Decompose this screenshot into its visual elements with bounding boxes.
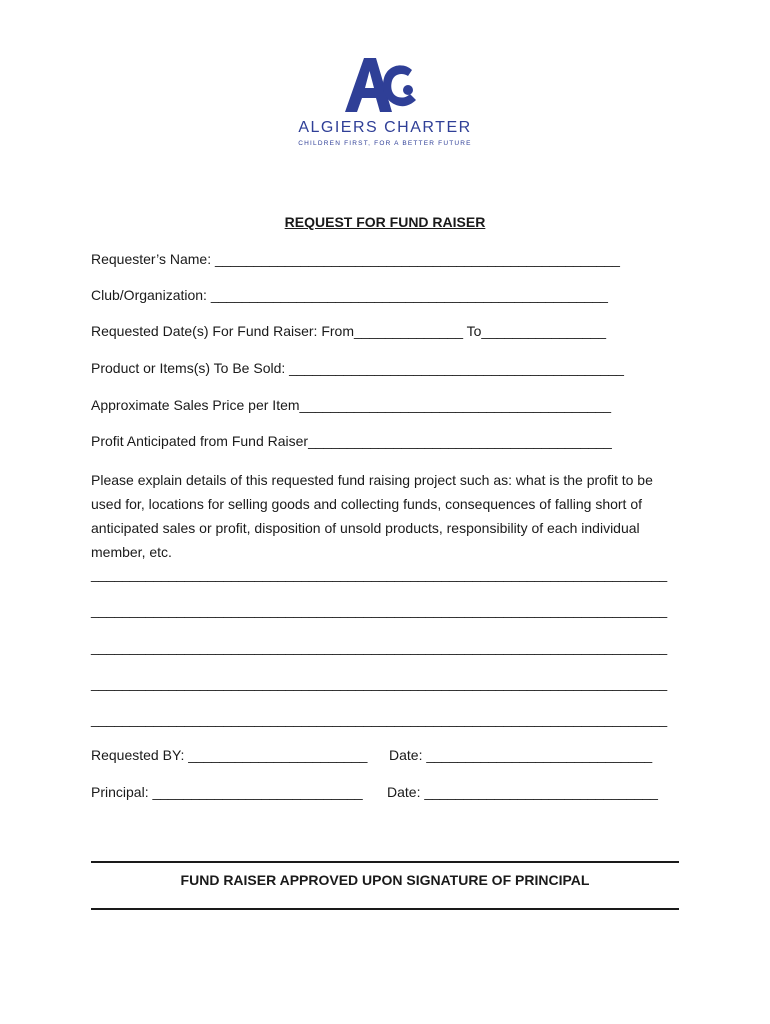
requested-by-field: Requested BY: _______________________ bbox=[91, 747, 368, 763]
product-items-field: Product or Items(s) To Be Sold: ___________________________________________ bbox=[91, 360, 624, 376]
requester-name-field: Requester’s Name: ____________________________________________________ bbox=[91, 251, 620, 267]
explanation-line-2: __________________________________________________________________________ bbox=[91, 602, 668, 618]
principal-date-field: Date: ______________________________ bbox=[387, 784, 658, 800]
explanation-line-5: __________________________________________________________________________ bbox=[91, 711, 668, 727]
logo bbox=[270, 56, 500, 156]
explanation-line-1: __________________________________________________________________________ bbox=[91, 566, 668, 582]
logo-name: ALGIERS CHARTER bbox=[298, 119, 472, 136]
form-title: REQUEST FOR FUND RAISER bbox=[284, 214, 486, 230]
footer-rule-top bbox=[91, 861, 679, 863]
principal-field: Principal: ___________________________ bbox=[91, 784, 363, 800]
club-organization-field: Club/Organization: ___________________________________________________ bbox=[91, 287, 608, 303]
requested-by-date-field: Date: _____________________________ bbox=[389, 747, 653, 763]
logo-tagline: CHILDREN FIRST, FOR A BETTER FUTURE bbox=[298, 140, 472, 147]
instructions-paragraph: Please explain details of this requested fund raising project such as: what is the profit to be used for, locations for selling goods and collecting funds, consequences of falling short of anticipated sales or profit, disposition of unsold products, responsibility of each individual member, etc. bbox=[91, 472, 653, 560]
ac-monogram-icon bbox=[342, 56, 428, 116]
sales-price-field: Approximate Sales Price per Item________________________________________ bbox=[91, 397, 611, 413]
footer-rule-bottom bbox=[91, 908, 679, 910]
requested-dates-field: Requested Date(s) For Fund Raiser: From______________ To________________ bbox=[91, 323, 606, 339]
explanation-line-4: __________________________________________________________________________ bbox=[91, 675, 668, 691]
approval-notice: FUND RAISER APPROVED UPON SIGNATURE OF PRINCIPAL bbox=[180, 872, 590, 888]
explanation-line-3: __________________________________________________________________________ bbox=[91, 639, 668, 655]
profit-anticipated-field: Profit Anticipated from Fund Raiser_______________________________________ bbox=[91, 433, 612, 449]
